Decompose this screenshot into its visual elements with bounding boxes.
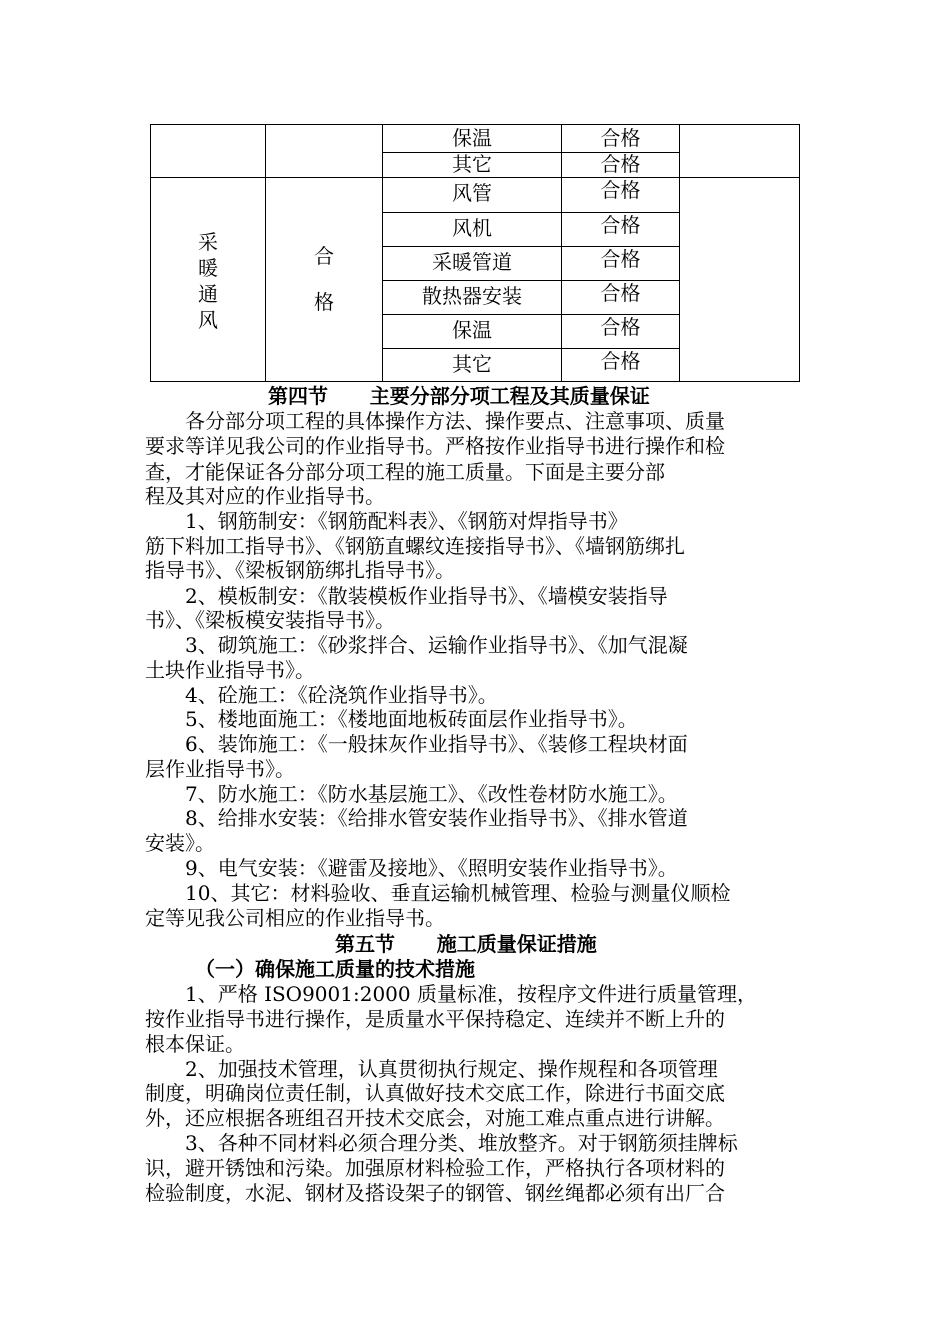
paragraph-line: 检验制度，水泥、钢材及搭设架子的钢管、钢丝绳都必须有出厂合 — [145, 1181, 725, 1205]
paragraph-line: 5、楼地面施工：《楼地面地板砖面层作业指导书》。 — [145, 707, 638, 731]
paragraph-line: 查，才能保证各分部分项工程的施工质量。下面是主要分部 — [145, 460, 665, 484]
section5-subtitle: （一）确保施工质量的技术措施 — [195, 957, 475, 981]
table-cell-item: 散热器安装 — [422, 284, 522, 308]
paragraph-line: 外，还应根据各班组召开技术交底会，对施工难点重点进行讲解。 — [145, 1106, 725, 1130]
group-name: 采 暖 通 风 — [198, 230, 218, 332]
table-cell-item: 其它 — [452, 152, 492, 176]
table-cell-result: 合格 — [600, 126, 641, 150]
paragraph-line: 制度，明确岗位责任制，认真做好技术交底工作，除进行书面交底 — [145, 1081, 725, 1105]
table-cell-item: 保温 — [452, 126, 492, 150]
paragraph-line: 3、各种不同材料必须合理分类、堆放整齐。对于钢筋须挂牌标 — [145, 1131, 738, 1155]
table-cell-result: 合格 — [600, 178, 641, 202]
paragraph-line: 按作业指导书进行操作，是质量水平保持稳定、连续并不断上升的 — [145, 1007, 725, 1031]
paragraph-line: 8、给排水安装：《给排水管安装作业指导书》、《排水管道 — [145, 806, 688, 830]
table-cell-item: 其它 — [452, 352, 492, 376]
table-cell-result: 合格 — [600, 213, 641, 237]
paragraph-line: 2、模板制安：《散装模板作业指导书》、《墙模安装指导 — [145, 584, 668, 608]
paragraph-line: 程及其对应的作业指导书。 — [145, 484, 385, 508]
table-cell-item: 保温 — [452, 318, 492, 342]
paragraph-line: 安装》。 — [145, 831, 215, 855]
paragraph-line: 要求等详见我公司的作业指导书。严格按作业指导书进行操作和检 — [145, 434, 725, 458]
group-evaluation: 合 格 — [314, 244, 334, 314]
paragraph-line: 层作业指导书》。 — [145, 757, 295, 781]
paragraph-line: 土块作业指导书》。 — [145, 658, 315, 682]
quality-table — [150, 124, 800, 382]
paragraph-line: 各分部分项工程的具体操作方法、操作要点、注意事项、质量 — [145, 409, 725, 433]
paragraph-line: 筋下料加工指导书》、《钢筋直螺纹连接指导书》、《墙钢筋绑扎 — [145, 534, 685, 558]
paragraph-line: 7、防水施工：《防水基层施工》、《改性卷材防水施工》。 — [145, 782, 678, 806]
paragraph-line: 10、其它：材料验收、垂直运输机械管理、检验与测量仪顺检 — [145, 881, 731, 905]
paragraph-line: 9、电气安装：《避雷及接地》、《照明安装作业指导书》。 — [145, 856, 678, 880]
table-cell-item: 风管 — [452, 181, 492, 205]
table-cell-result: 合格 — [600, 152, 641, 176]
table-cell-result: 合格 — [600, 315, 641, 339]
paragraph-line: 指导书》、《梁板钢筋绑扎指导书》。 — [145, 558, 455, 582]
paragraph-line: 2、加强技术管理，认真贯彻执行规定、操作规程和各项管理 — [145, 1057, 718, 1081]
paragraph-line: 6、装饰施工：《一般抹灰作业指导书》、《装修工程块材面 — [145, 732, 688, 756]
paragraph-line: 3、砌筑施工：《砂浆拌合、运输作业指导书》、《加气混凝 — [145, 633, 688, 657]
paragraph-line: 1、钢筋制安：《钢筋配料表》、《钢筋对焊指导书》 — [145, 509, 628, 533]
paragraph-line: 4、砼施工：《砼浇筑作业指导书》。 — [145, 683, 498, 707]
table-cell-result: 合格 — [600, 281, 641, 305]
section5-title: 第五节 施工质量保证措施 — [335, 932, 597, 956]
table-cell-item: 风机 — [452, 216, 492, 240]
table-cell-result: 合格 — [600, 247, 641, 271]
paragraph-line: 定等见我公司相应的作业指导书。 — [145, 906, 445, 930]
paragraph-line: 书》、《梁板模安装指导书》。 — [145, 608, 395, 632]
paragraph-line: 根本保证。 — [145, 1032, 245, 1056]
section4-title: 第四节 主要分部分项工程及其质量保证 — [268, 384, 650, 408]
paragraph-line: 识，避开锈蚀和污染。加强原材料检验工作，严格执行各项材料的 — [145, 1156, 725, 1180]
table-cell-result: 合格 — [600, 349, 641, 373]
table-cell-item: 采暖管道 — [432, 250, 512, 274]
paragraph-line: 1、严格 ISO9001:2000 质量标准，按程序文件进行质量管理， — [145, 982, 757, 1006]
